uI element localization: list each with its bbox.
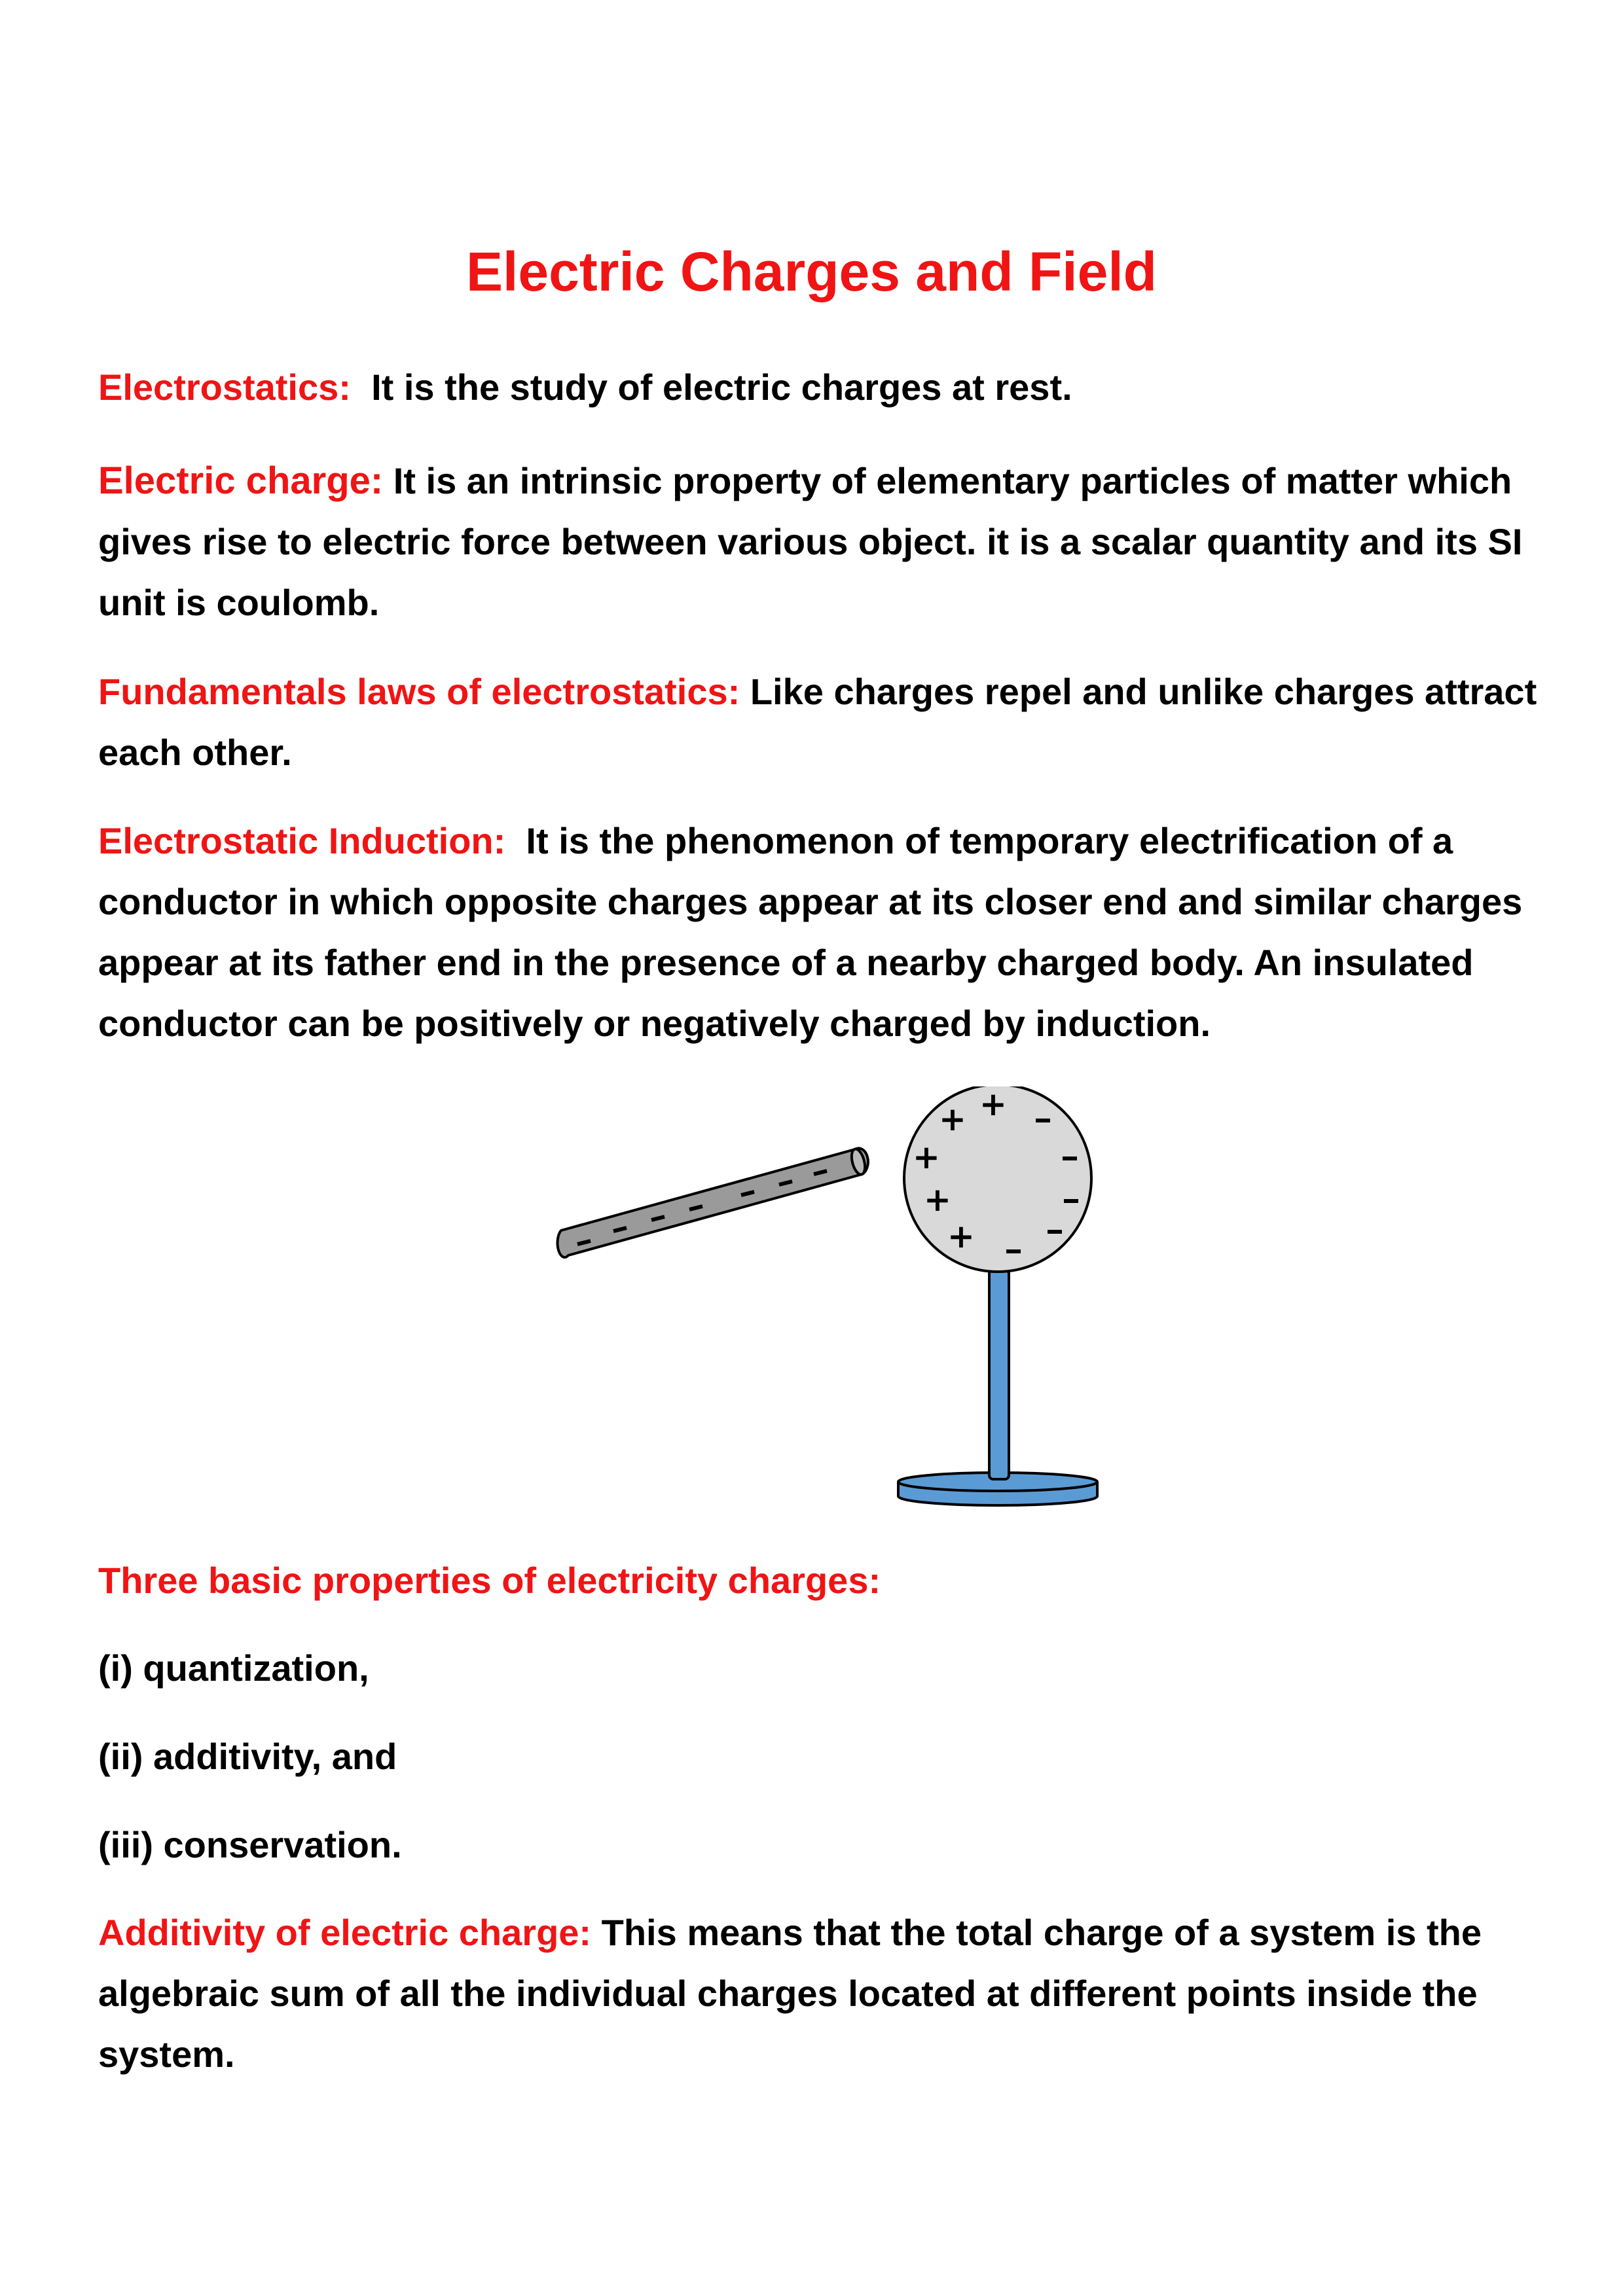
electric-charge-paragraph: [98, 450, 1558, 633]
induction-diagram: [550, 1086, 1106, 1518]
induction-paragraph: [98, 810, 1558, 1054]
induction-definition: It is the phenomenon of temporary electrification of a conductor in which opposite charges appear at its closer end and similar charges appear at its father end in the presence of a nearby charged body. An insulated conductor can be positively or negatively charged by induction.: [98, 820, 1523, 1044]
electrostatics-term: Electrostatics:: [98, 367, 351, 408]
property-item-conservation: (iii) conservation.: [98, 1824, 402, 1865]
page-title: Electric Charges and Field: [465, 241, 1157, 302]
electrostatics-paragraph: [98, 357, 1558, 418]
additivity-term: Additivity of electric charge:: [98, 1912, 592, 1953]
fundamental-laws-term: Fundamentals laws of electrostatics:: [98, 671, 740, 712]
sphere-plus-1: +: [979, 1086, 1007, 1123]
fundamental-laws-definition: Like charges repel and unlike charges attract each other.: [98, 671, 1537, 773]
induction-diagram-svg: [550, 1086, 1106, 1518]
induction-term: Electrostatic Induction:: [98, 820, 506, 861]
electric-charge-term: Electric charge:: [98, 459, 384, 502]
property-item-quantization: (i) quantization,: [98, 1647, 369, 1689]
rod-body: [558, 1148, 868, 1257]
electric-charge-definition: It is an intrinsic property of elementary particles of matter which gives rise to electric force between various object. it is a scalar quantity and its SI unit is coulomb.: [98, 460, 1523, 623]
properties-heading: Three basic properties of electricity charges:: [98, 1560, 881, 1601]
sphere-plus-5: +: [947, 1217, 975, 1255]
conducting-sphere: [904, 1086, 1091, 1272]
sphere-plus-4: +: [924, 1181, 951, 1219]
additivity-paragraph: [98, 1902, 1558, 2085]
charged-rod: [558, 1147, 868, 1257]
sphere-plus-3: +: [913, 1138, 940, 1176]
fundamental-laws-paragraph: [98, 661, 1558, 783]
electrostatics-definition: It is the study of electric charges at rest.: [371, 367, 1072, 408]
conductor-stand: [898, 1270, 1097, 1505]
stand-rod: [989, 1270, 1009, 1479]
additivity-definition: This means that the total charge of a system is the algebraic sum of all the individual charges located at different points inside the system.: [98, 1912, 1482, 2075]
sphere-plus-2: +: [939, 1100, 966, 1138]
property-item-additivity: (ii) additivity, and: [98, 1736, 397, 1777]
